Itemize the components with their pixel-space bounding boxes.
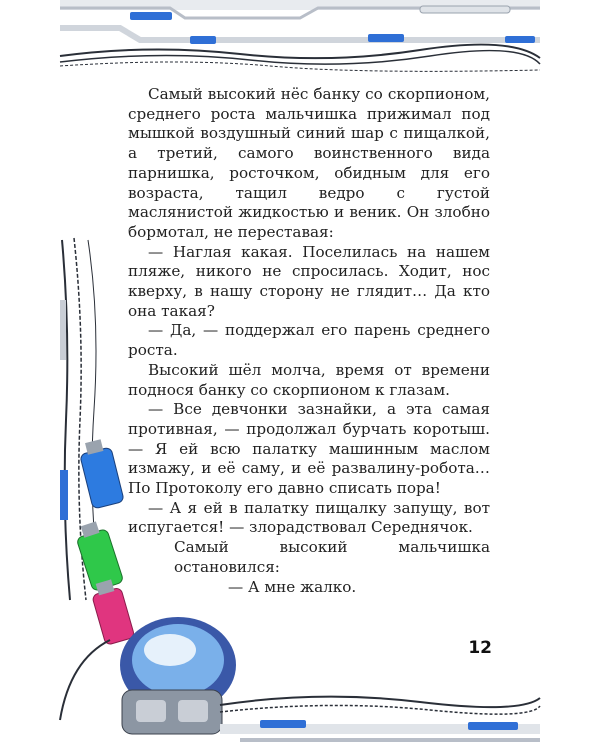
top-frame-band — [60, 0, 540, 71]
paragraph: — Наглая какая. Поселилась на нашем пляже, никого не спросилась. Ходит, нос кверху, в нашу сторону не глядит… Да кто она такая? — [128, 242, 490, 320]
bottom-frame-band — [220, 697, 540, 740]
paragraph: Самый высокий мальчишка остановился: — [174, 538, 490, 576]
paragraph: — Все девчонки зазнайки, а эта самая противная, — продолжал бурчать коротыш. — Я ей всю палатку машинным маслом измажу, и её саму, и её развалину-робота… По Протоколу его давно списать пора! — [128, 400, 490, 498]
paint-cans-illustration — [73, 437, 135, 645]
robot-illustration — [60, 617, 236, 734]
paragraph: Самый высокий нёс банку со скорпионом, среднего роста мальчишка прижимал под мышкой воздушный синий шар с пищалкой, а третий, самого воинственного вида парнишка, росточком, обидным для его возраста, тащил ведро с густой маслянистой жидкостью и веник. Он злобно бормотал, не переставая: — [128, 85, 490, 241]
paragraph: — Да, — поддержал его парень среднего роста. — [128, 321, 490, 360]
story-text — [128, 85, 490, 597]
paragraph: — А я ей в палатку пищалку запущу, вот испугается! — злорадствовал Середнячок. — [128, 498, 490, 537]
paragraph: Высокий шёл молча, время от времени поднося банку со скорпионом к глазам. — [128, 360, 490, 399]
paragraph: — А мне жалко. — [228, 577, 357, 596]
page-number: 12 — [468, 638, 492, 658]
